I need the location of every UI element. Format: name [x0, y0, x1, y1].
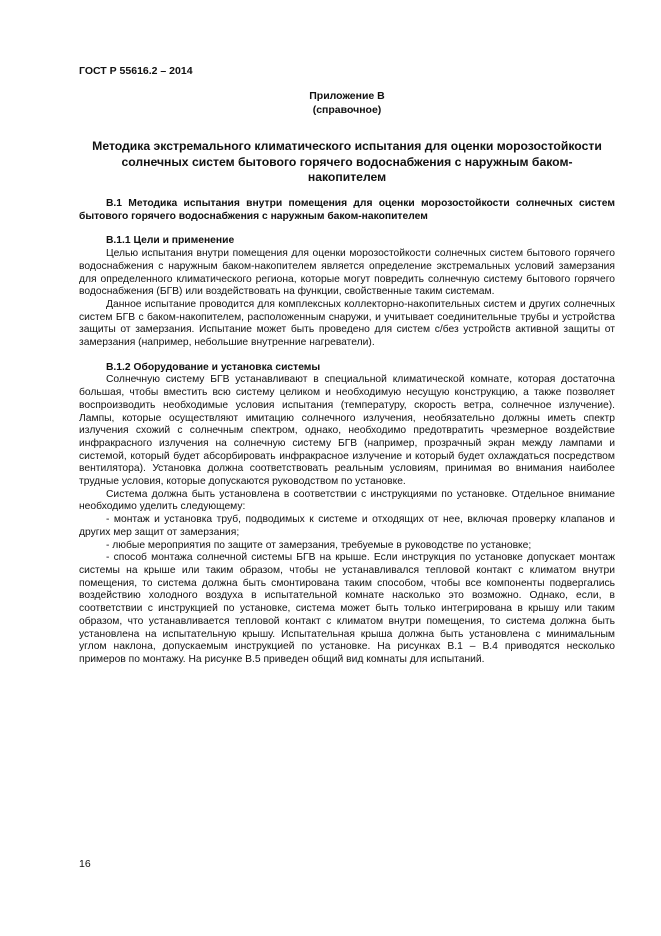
- list-item-pipes: - монтаж и установка труб, подводимых к системе и отходящих от нее, включая проверку клапанов и других мер защит от замерзания;: [79, 514, 615, 538]
- section-b12-heading: В.1.2 Оборудование и установка системы: [106, 361, 321, 373]
- section-b12-paragraph-2: Система должна быть установлена в соответствии с инструкциями по установке. Отдельное внимание необходимо уделить следующему:: [79, 488, 615, 513]
- section-b12-paragraph-1: Солнечную систему БГВ устанавливают в специальной климатической комнате, которая достаточна большая, чтобы вместить всю систему целиком и необходимую несущую конструкцию, а также позволяет воспроизводить необходимые условия испытания (температуру, скорость ветра, солнечное излучение). Лампы, которые осуществляют имитацию солнечного излучения, необязательно должны иметь спектр излучения схожий с солнечным спектром, однако, необходимо предотвратить чрезмерное воздействие инфракрасного излучения на солнечную систему БГВ (например, прозрачный экран между лампами и системой, который будет абсорбировать инфракрасное излучение и который будет охлаждаться посредством вентилятора). Установка должна соответствовать реальным условиям, принимая во внимания наиболее трудные условия, которые допускаются руководством по установке.: [79, 374, 615, 488]
- section-b11-paragraph-2: Данное испытание проводится для комплексных коллекторно-накопительных систем и других солнечных систем БГВ с баком-накопителем, расположенным снаружи, и учитывает соединительные трубы и устройства защиты от замерзания. Испытание может быть проведено для систем с/без устройств активной защиты от замерзания (например, небольшие внутренние нагреватели).: [79, 298, 615, 349]
- annex-title: Приложение В: [309, 90, 385, 102]
- list-item-roof-mounting: - способ монтажа солнечной системы БГВ на крыше. Если инструкция по установке допускает монтаж системы на крыше или таким образом, чтобы не устанавливался тепловой контакт с климатом внутри помещения, то система должна быть смонтирована таким способом, чтобы все компоненты подвергались воздействию холодного воздуха в испытательной комнате насколько это возможно. Однако, если, в соответствии с инструкцией по установке, система может быть только интегрирована в крышу или таким образом, что устанавливается тепловой контакт с климатом внутри помещения, то система должна быть установлена на испытательную крышу. Испытательная крыша должна быть установлена с минимальным углом наклона, допускаемым инструкцией по установке. На рисунках В.1 – В.4 приводятся несколько примеров по монтажу. На рисунке В.5 приведен общий вид комнаты для испытаний.: [79, 552, 615, 665]
- section-b11-paragraph-1: Целью испытания внутри помещения для оценки морозостойкости солнечных систем бытового горячего водоснабжения с наружным баком-накопителем является определение экстремальных условий замерзания для определенного климатического региона, которые могут повредить солнечную систему бытового горячего водоснабжения (БГВ) или воздействовать на функции, свойственные таким системам.: [79, 248, 615, 298]
- main-title: Методика экстремального климатического испытания для оценки морозостойкости солнечных систем бытового горячего водоснабжения с наружным баком-накопителем: [92, 139, 602, 184]
- list-item-frost-protection: - любые мероприятия по защите от замерзания, требуемые в руководстве по установке;: [106, 539, 532, 551]
- document-id-header: ГОСТ Р 55616.2 – 2014: [79, 65, 193, 77]
- annex-type: (справочное): [312, 104, 382, 116]
- page-number: 16: [79, 858, 91, 870]
- section-b11-heading: В.1.1 Цели и применение: [106, 235, 235, 247]
- body-text: [79, 198, 615, 667]
- section-b1-heading: В.1 Методика испытания внутри помещения для оценки морозостойкости солнечных систем бытового горячего водоснабжения с наружным баком-накопителем: [79, 198, 615, 222]
